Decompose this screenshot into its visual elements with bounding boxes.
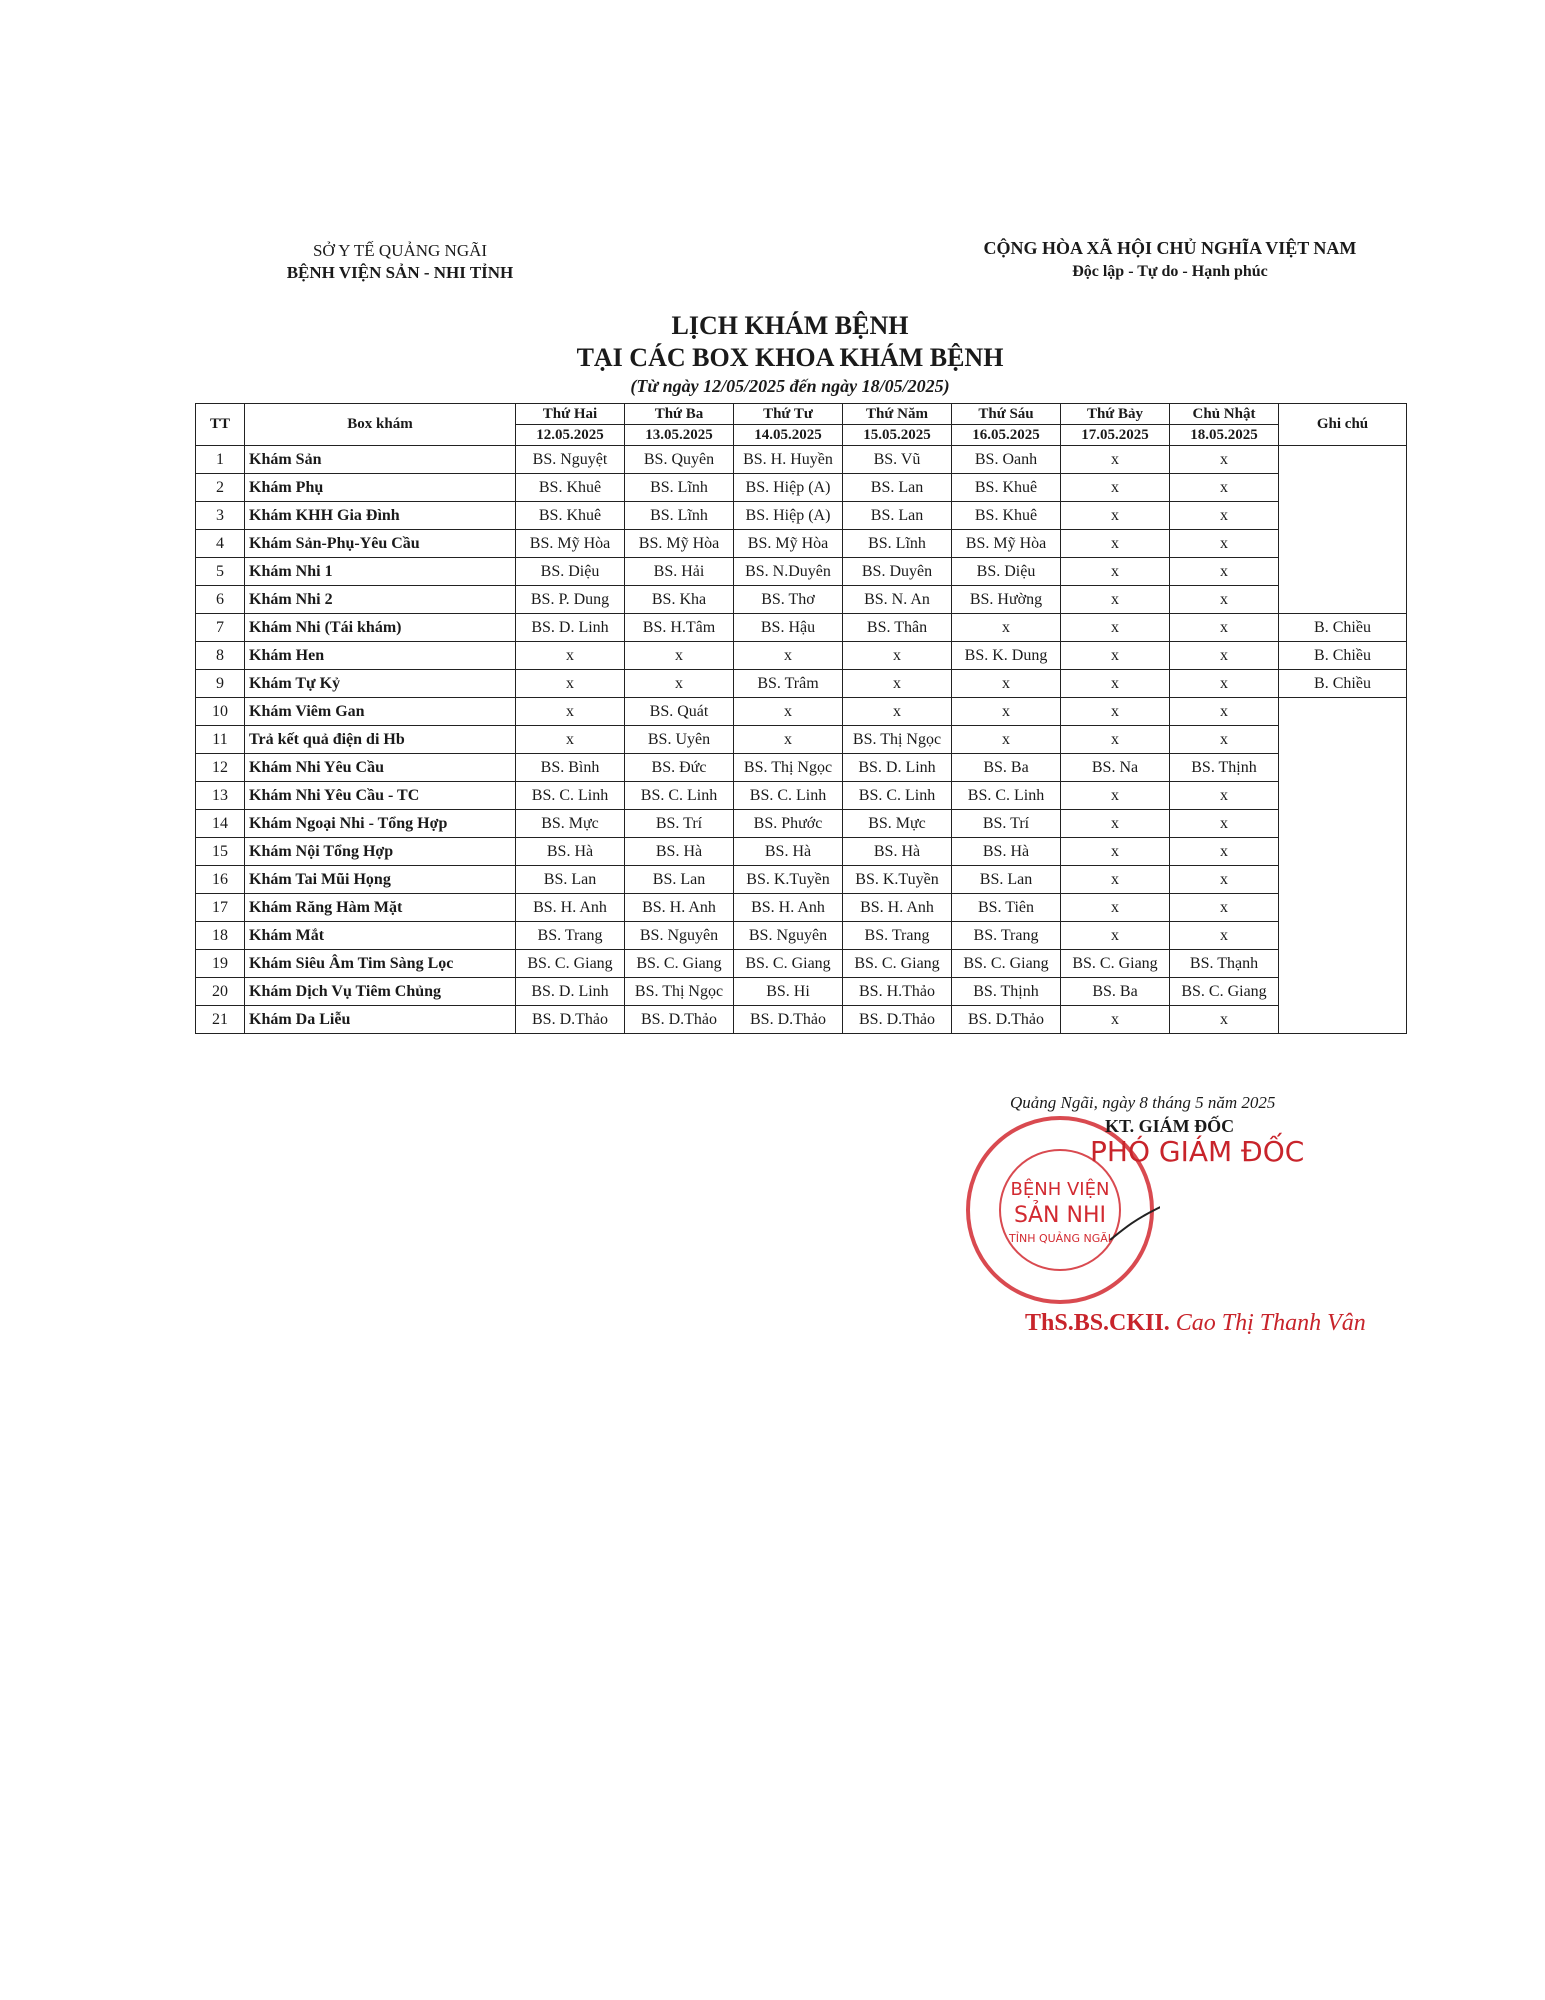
schedule-cell: x: [516, 698, 625, 726]
schedule-cell: BS. Trâm: [734, 670, 843, 698]
schedule-cell: x: [1170, 642, 1279, 670]
note-cell: [1279, 782, 1407, 810]
schedule-cell: BS. Bình: [516, 754, 625, 782]
schedule-cell: x: [1061, 614, 1170, 642]
schedule-cell: BS. Diệu: [516, 558, 625, 586]
schedule-cell: BS. C. Giang: [1170, 978, 1279, 1006]
schedule-cell: BS. Hà: [952, 838, 1061, 866]
note-cell: B. Chiều: [1279, 642, 1407, 670]
header-day-date: 18.05.2025: [1170, 425, 1279, 446]
schedule-cell: BS. Uyên: [625, 726, 734, 754]
table-row: [196, 558, 1407, 586]
schedule-cell: BS. Mỹ Hòa: [625, 530, 734, 558]
schedule-cell: BS. D. Linh: [516, 614, 625, 642]
schedule-cell: BS. Khuê: [952, 502, 1061, 530]
schedule-cell: x: [625, 670, 734, 698]
schedule-cell: BS. Thơ: [734, 586, 843, 614]
box-name: Khám Nhi 1: [245, 558, 516, 586]
box-name: Khám KHH Gia Đình: [245, 502, 516, 530]
schedule-cell: BS. Mỹ Hòa: [734, 530, 843, 558]
schedule-cell: x: [516, 670, 625, 698]
box-name: Khám Sản-Phụ-Yêu Cầu: [245, 530, 516, 558]
schedule-cell: BS. Hường: [952, 586, 1061, 614]
schedule-cell: x: [843, 642, 952, 670]
schedule-cell: x: [1061, 698, 1170, 726]
national-title: CỘNG HÒA XÃ HỘI CHỦ NGHĨA VIỆT NAM: [983, 238, 1357, 258]
schedule-cell: BS. Vũ: [843, 446, 952, 474]
box-name: Khám Hen: [245, 642, 516, 670]
schedule-cell: BS. Nguyệt: [516, 446, 625, 474]
schedule-cell: BS. Hi: [734, 978, 843, 1006]
header-day-name: Thứ Ba: [625, 404, 734, 425]
note-cell: B. Chiều: [1279, 614, 1407, 642]
schedule-cell: BS. Thạnh: [1170, 950, 1279, 978]
schedule-cell: BS. Trí: [952, 810, 1061, 838]
schedule-cell: BS. Nguyên: [625, 922, 734, 950]
schedule-cell: x: [952, 726, 1061, 754]
schedule-cell: x: [1170, 502, 1279, 530]
schedule-cell: BS. K.Tuyền: [843, 866, 952, 894]
box-name: Khám Nhi (Tái khám): [245, 614, 516, 642]
header-day-name: Chủ Nhật: [1170, 404, 1279, 425]
table-row: [196, 866, 1407, 894]
schedule-cell: BS. Trí: [625, 810, 734, 838]
signer-role-2: PHÓ GIÁM ĐỐC: [1090, 1135, 1305, 1168]
row-number: 4: [196, 530, 245, 558]
table-row: [196, 698, 1407, 726]
signer-title-prefix: ThS.BS.CKII.: [1025, 1310, 1170, 1336]
schedule-cell: x: [625, 642, 734, 670]
box-name: Khám Mắt: [245, 922, 516, 950]
schedule-cell: BS. Hiệp (A): [734, 502, 843, 530]
signer-role-1: KT. GIÁM ĐỐC: [1105, 1116, 1235, 1136]
schedule-cell: BS. Mực: [516, 810, 625, 838]
document-title: [440, 310, 1140, 398]
table-row: [196, 446, 1407, 474]
schedule-cell: x: [1061, 1006, 1170, 1034]
row-number: 17: [196, 894, 245, 922]
note-cell: [1279, 978, 1407, 1006]
table-row: [196, 810, 1407, 838]
schedule-cell: BS. Lan: [952, 866, 1061, 894]
schedule-cell: x: [1170, 670, 1279, 698]
note-cell: [1279, 474, 1407, 502]
schedule-cell: BS. Kha: [625, 586, 734, 614]
schedule-cell: BS. C. Linh: [516, 782, 625, 810]
table-row: [196, 642, 1407, 670]
schedule-cell: x: [1170, 530, 1279, 558]
schedule-cell: x: [1061, 446, 1170, 474]
box-name: Khám Phụ: [245, 474, 516, 502]
row-number: 1: [196, 446, 245, 474]
schedule-cell: BS. D.Thảo: [516, 1006, 625, 1034]
table-row: [196, 670, 1407, 698]
box-name: Khám Dịch Vụ Tiêm Chủng: [245, 978, 516, 1006]
row-number: 2: [196, 474, 245, 502]
schedule-cell: BS. C. Giang: [1061, 950, 1170, 978]
box-name: Khám Răng Hàm Mặt: [245, 894, 516, 922]
box-name: Trả kết quả điện di Hb: [245, 726, 516, 754]
row-number: 6: [196, 586, 245, 614]
note-cell: [1279, 838, 1407, 866]
schedule-cell: x: [952, 614, 1061, 642]
schedule-cell: BS. H.Thảo: [843, 978, 952, 1006]
schedule-cell: BS. Duyên: [843, 558, 952, 586]
schedule-cell: BS. D. Linh: [843, 754, 952, 782]
table-row: [196, 782, 1407, 810]
hospital-name: BỆNH VIỆN SẢN - NHI TỈNH: [286, 263, 514, 282]
schedule-cell: BS. H. Anh: [734, 894, 843, 922]
table-row: [196, 614, 1407, 642]
box-name: Khám Tự Kỷ: [245, 670, 516, 698]
note-cell: [1279, 726, 1407, 754]
row-number: 21: [196, 1006, 245, 1034]
schedule-cell: BS. Hà: [625, 838, 734, 866]
schedule-cell: BS. Lĩnh: [843, 530, 952, 558]
schedule-cell: BS. Khuê: [952, 474, 1061, 502]
note-cell: [1279, 810, 1407, 838]
schedule-cell: x: [1061, 530, 1170, 558]
schedule-cell: BS. Mực: [843, 810, 952, 838]
note-cell: [1279, 530, 1407, 558]
schedule-cell: BS. H. Anh: [625, 894, 734, 922]
header-day-date: 13.05.2025: [625, 425, 734, 446]
header-day-date: 17.05.2025: [1061, 425, 1170, 446]
header-day-name: Thứ Năm: [843, 404, 952, 425]
row-number: 15: [196, 838, 245, 866]
schedule-cell: BS. Thị Ngọc: [843, 726, 952, 754]
table-row: [196, 474, 1407, 502]
signer-full-name: Cao Thị Thanh Vân: [1175, 1310, 1366, 1336]
schedule-cell: BS. N. An: [843, 586, 952, 614]
schedule-cell: BS. Đức: [625, 754, 734, 782]
schedule-cell: BS. Diệu: [952, 558, 1061, 586]
schedule-cell: BS. C. Giang: [516, 950, 625, 978]
schedule-cell: x: [1170, 782, 1279, 810]
row-number: 3: [196, 502, 245, 530]
header-left: [250, 240, 550, 284]
schedule-cell: x: [1061, 558, 1170, 586]
schedule-cell: x: [1061, 922, 1170, 950]
schedule-cell: x: [843, 698, 952, 726]
national-motto: Độc lập - Tự do - Hạnh phúc: [1072, 263, 1268, 280]
schedule-cell: x: [1061, 810, 1170, 838]
schedule-cell: BS. C. Linh: [625, 782, 734, 810]
schedule-cell: BS. C. Linh: [952, 782, 1061, 810]
header-day-name: Thứ Tư: [734, 404, 843, 425]
schedule-cell: x: [734, 698, 843, 726]
schedule-cell: x: [952, 670, 1061, 698]
schedule-cell: BS. H. Huyền: [734, 446, 843, 474]
note-cell: [1279, 558, 1407, 586]
row-number: 5: [196, 558, 245, 586]
schedule-cell: BS. Quyên: [625, 446, 734, 474]
svg-text:BỆNH VIỆN: BỆNH VIỆN: [1010, 1179, 1110, 1200]
schedule-cell: BS. H.Tâm: [625, 614, 734, 642]
schedule-cell: BS. Ba: [1061, 978, 1170, 1006]
schedule-cell: BS. Trang: [516, 922, 625, 950]
table-row: [196, 754, 1407, 782]
schedule-cell: BS. Oanh: [952, 446, 1061, 474]
box-name: Khám Da Liễu: [245, 1006, 516, 1034]
schedule-cell: x: [1170, 698, 1279, 726]
table-row: [196, 978, 1407, 1006]
row-number: 19: [196, 950, 245, 978]
row-number: 14: [196, 810, 245, 838]
box-name: Khám Siêu Âm Tim Sàng Lọc: [245, 950, 516, 978]
row-number: 16: [196, 866, 245, 894]
schedule-cell: x: [1061, 586, 1170, 614]
header-tt: TT: [196, 404, 245, 446]
schedule-cell: BS. C. Giang: [734, 950, 843, 978]
schedule-cell: x: [1170, 614, 1279, 642]
schedule-cell: BS. Mỹ Hòa: [952, 530, 1061, 558]
box-name: Khám Nhi Yêu Cầu - TC: [245, 782, 516, 810]
schedule-cell: BS. Lĩnh: [625, 502, 734, 530]
row-number: 10: [196, 698, 245, 726]
schedule-cell: x: [1170, 894, 1279, 922]
row-number: 11: [196, 726, 245, 754]
schedule-cell: BS. Lan: [516, 866, 625, 894]
schedule-cell: BS. Mỹ Hòa: [516, 530, 625, 558]
table-row: [196, 950, 1407, 978]
schedule-cell: BS. Khuê: [516, 474, 625, 502]
schedule-cell: x: [1170, 1006, 1279, 1034]
header-day-date: 15.05.2025: [843, 425, 952, 446]
row-number: 8: [196, 642, 245, 670]
schedule-cell: x: [1170, 838, 1279, 866]
schedule-cell: x: [1061, 502, 1170, 530]
table-row: [196, 502, 1407, 530]
schedule-cell: BS. Hậu: [734, 614, 843, 642]
row-number: 9: [196, 670, 245, 698]
note-cell: [1279, 950, 1407, 978]
note-cell: [1279, 698, 1407, 726]
schedule-cell: BS. Lan: [625, 866, 734, 894]
schedule-cell: BS. Hiệp (A): [734, 474, 843, 502]
schedule-cell: BS. Lan: [843, 474, 952, 502]
schedule-cell: BS. C. Giang: [625, 950, 734, 978]
row-number: 20: [196, 978, 245, 1006]
row-number: 18: [196, 922, 245, 950]
schedule-cell: x: [1061, 726, 1170, 754]
schedule-cell: x: [1061, 894, 1170, 922]
schedule-cell: x: [1061, 866, 1170, 894]
box-name: Khám Nhi Yêu Cầu: [245, 754, 516, 782]
schedule-cell: x: [1061, 642, 1170, 670]
box-name: Khám Ngoại Nhi - Tổng Hợp: [245, 810, 516, 838]
note-cell: [1279, 754, 1407, 782]
table-row: [196, 530, 1407, 558]
note-cell: [1279, 1006, 1407, 1034]
schedule-cell: BS. Thị Ngọc: [625, 978, 734, 1006]
row-number: 12: [196, 754, 245, 782]
schedule-cell: BS. Thịnh: [1170, 754, 1279, 782]
schedule-cell: BS. Thịnh: [952, 978, 1061, 1006]
schedule-cell: BS. C. Linh: [734, 782, 843, 810]
schedule-cell: BS. Lĩnh: [625, 474, 734, 502]
note-cell: [1279, 866, 1407, 894]
schedule-cell: BS. Trang: [952, 922, 1061, 950]
header-note: Ghi chú: [1279, 404, 1407, 446]
table-row: [196, 726, 1407, 754]
schedule-cell: BS. Thị Ngọc: [734, 754, 843, 782]
schedule-cell: BS. Trang: [843, 922, 952, 950]
box-name: Khám Viêm Gan: [245, 698, 516, 726]
title-line-2: TẠI CÁC BOX KHOA KHÁM BỆNH: [576, 343, 1004, 372]
note-cell: B. Chiều: [1279, 670, 1407, 698]
schedule-cell: x: [1170, 474, 1279, 502]
svg-text:TỈNH QUẢNG NGÃI: TỈNH QUẢNG NGÃI: [1009, 1232, 1111, 1245]
schedule-cell: BS. Quát: [625, 698, 734, 726]
schedule-cell: BS. D.Thảo: [952, 1006, 1061, 1034]
schedule-cell: BS. C. Giang: [952, 950, 1061, 978]
table-row: [196, 586, 1407, 614]
table-row: [196, 838, 1407, 866]
header-day-name: Thứ Hai: [516, 404, 625, 425]
schedule-cell: BS. D.Thảo: [734, 1006, 843, 1034]
title-line-1: LỊCH KHÁM BỆNH: [671, 311, 909, 340]
table-row: [196, 922, 1407, 950]
header-right: [900, 236, 1440, 284]
schedule-cell: BS. Hải: [625, 558, 734, 586]
box-name: Khám Sản: [245, 446, 516, 474]
schedule-cell: x: [1170, 866, 1279, 894]
schedule-cell: x: [1170, 446, 1279, 474]
schedule-cell: BS. Tiên: [952, 894, 1061, 922]
schedule-cell: x: [843, 670, 952, 698]
schedule-table: [195, 403, 1407, 1034]
schedule-cell: x: [1061, 838, 1170, 866]
schedule-cell: BS. C. Linh: [843, 782, 952, 810]
table-row: [196, 894, 1407, 922]
schedule-cell: BS. K. Dung: [952, 642, 1061, 670]
signer-name: [1025, 1310, 1366, 1337]
schedule-cell: BS. H. Anh: [843, 894, 952, 922]
title-date-range: (Từ ngày 12/05/2025 đến ngày 18/05/2025): [630, 376, 950, 396]
place-date: Quảng Ngãi, ngày 8 tháng 5 năm 2025: [1010, 1093, 1276, 1112]
schedule-cell: BS. Na: [1061, 754, 1170, 782]
schedule-cell: x: [1170, 586, 1279, 614]
header-day-date: 16.05.2025: [952, 425, 1061, 446]
schedule-cell: x: [1170, 810, 1279, 838]
schedule-cell: BS. Hà: [843, 838, 952, 866]
note-cell: [1279, 586, 1407, 614]
note-cell: [1279, 922, 1407, 950]
header-day-date: 12.05.2025: [516, 425, 625, 446]
schedule-cell: BS. Lan: [843, 502, 952, 530]
row-number: 7: [196, 614, 245, 642]
schedule-cell: BS. Ba: [952, 754, 1061, 782]
schedule-cell: x: [734, 642, 843, 670]
header-day-date: 14.05.2025: [734, 425, 843, 446]
box-name: Khám Nội Tổng Hợp: [245, 838, 516, 866]
department-name: SỞ Y TẾ QUẢNG NGÃI: [312, 241, 488, 260]
schedule-cell: BS. Nguyên: [734, 922, 843, 950]
schedule-cell: x: [734, 726, 843, 754]
schedule-cell: BS. K.Tuyền: [734, 866, 843, 894]
schedule-cell: BS. Phước: [734, 810, 843, 838]
box-name: Khám Tai Mũi Họng: [245, 866, 516, 894]
schedule-cell: BS. N.Duyên: [734, 558, 843, 586]
schedule-cell: BS. D.Thảo: [625, 1006, 734, 1034]
schedule-cell: BS. Hà: [734, 838, 843, 866]
schedule-cell: BS. P. Dung: [516, 586, 625, 614]
svg-text:SẢN NHI: SẢN NHI: [1014, 1203, 1106, 1228]
note-cell: [1279, 446, 1407, 474]
schedule-cell: BS. Hà: [516, 838, 625, 866]
schedule-cell: x: [516, 726, 625, 754]
schedule-cell: x: [1170, 922, 1279, 950]
schedule-cell: x: [1061, 670, 1170, 698]
note-cell: [1279, 502, 1407, 530]
box-name: Khám Nhi 2: [245, 586, 516, 614]
header-day-name: Thứ Sáu: [952, 404, 1061, 425]
schedule-cell: BS. H. Anh: [516, 894, 625, 922]
schedule-cell: x: [1170, 726, 1279, 754]
schedule-cell: x: [1061, 782, 1170, 810]
schedule-cell: x: [516, 642, 625, 670]
header-day-name: Thứ Bảy: [1061, 404, 1170, 425]
schedule-cell: BS. Khuê: [516, 502, 625, 530]
schedule-cell: x: [1061, 474, 1170, 502]
schedule-cell: BS. C. Giang: [843, 950, 952, 978]
table-row: [196, 1006, 1407, 1034]
note-cell: [1279, 894, 1407, 922]
header-box: Box khám: [245, 404, 516, 446]
schedule-cell: BS. D. Linh: [516, 978, 625, 1006]
schedule-cell: x: [1170, 558, 1279, 586]
schedule-cell: BS. Thân: [843, 614, 952, 642]
schedule-cell: BS. D.Thảo: [843, 1006, 952, 1034]
row-number: 13: [196, 782, 245, 810]
schedule-cell: x: [952, 698, 1061, 726]
